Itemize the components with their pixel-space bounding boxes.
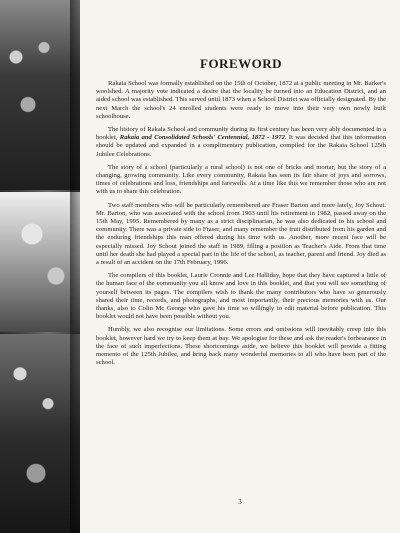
- page-content: [96, 56, 386, 373]
- paragraph-5: The compilers of this booklet, Laurie Cronnie and Lee Halliday, hope that they have captured a little of the human face of the community you all know and love in this booklet, and that you will see something of yourself between its pages. The compilers wish to thank the many contributors who have so generously shared their time, records, and photographs, and most importantly, their precious memories with us. Our thanks, also to Colin Mc George who gave his time so willingly to edit material before publication. This booklet would not have been possible without you.: [96, 272, 386, 321]
- paragraph-3: The story of a school (particularly a rural school) is not one of bricks and mortar, but the story of a changing, growing community. Like every community, Rakaia has seen its fair share of joys and sorrows, times of celebrations and loss, friendships and farewells. At a time like this we remember those who are not with us to share this celebration.: [96, 163, 386, 196]
- paragraph-4: Two staff members who will be particularly remembered are Fraser Barton and more lately, Joy Schout. Mr. Barton, who was associated with the school from 1963 until his retirement in 1982, passed away on the 15th May, 1995. Remembered by many as a strict disciplinarian, he was also dedicated to his school and community. There was a private side to Fraser, and many remember the fruit distributed from his garden and the enduring friendships this man offered during his time with us. Another, more recent face will be especially missed. Joy Schout joined the staff in 1989, filling a position as Teacher's Aide. From that time until her death she had played a special part in the life of the school, as teacher, parent and friend. Joy died as a result of an accident on the 17th February, 1996.: [96, 201, 386, 267]
- historic-photo-middle: [0, 192, 80, 332]
- booklet-title: Rakaia and Consolidated Schools' Centennial, 1872 - 1972: [119, 134, 285, 142]
- historic-photo-top: [0, 0, 80, 190]
- historic-photo-bottom: [0, 334, 80, 533]
- page-number: 3: [238, 498, 242, 506]
- adjacent-page-photos: [0, 0, 80, 533]
- paragraph-6: Humbly, we also recognise our limitations. Some errors and omissions will inevitably creep into this booklet, however hard we try to keep them at bay. We apologise for these and ask the reader's forbearance in the face of such imperfections. These shortcomings aside, we believe this booklet will provide a fitting memento of the 125th Jubilee, and bring back many wonderful memories to all who have been part of the school.: [96, 326, 386, 367]
- page-title: FOREWORD: [200, 56, 282, 71]
- foreword-page: [80, 0, 400, 533]
- paragraph-1: Rakaia School was formally established on the 15th of October, 1872 at a public meeting in Mr. Barker's woolshed. A majority vote indicated a desire that the locality be turned into an Education District, and an aided school was established. This served until 1873 when a School District was officially designated. By the next March the school's 24 enrolled students were ready to move into their very own newly built schoolhouse.: [96, 80, 386, 120]
- book-spine-shadow: [70, 0, 80, 533]
- paragraph-2: The history of Rakaia School and community during its first century has been very ably documented in a booklet, Rakaia and Consolidated Schools' Centennial, 1872 - 1972. It was decided that this information should be updated and expanded in a complimentary publication, compiled for the Rakaia School 125th Jubilee Celebrations.: [96, 126, 387, 158]
